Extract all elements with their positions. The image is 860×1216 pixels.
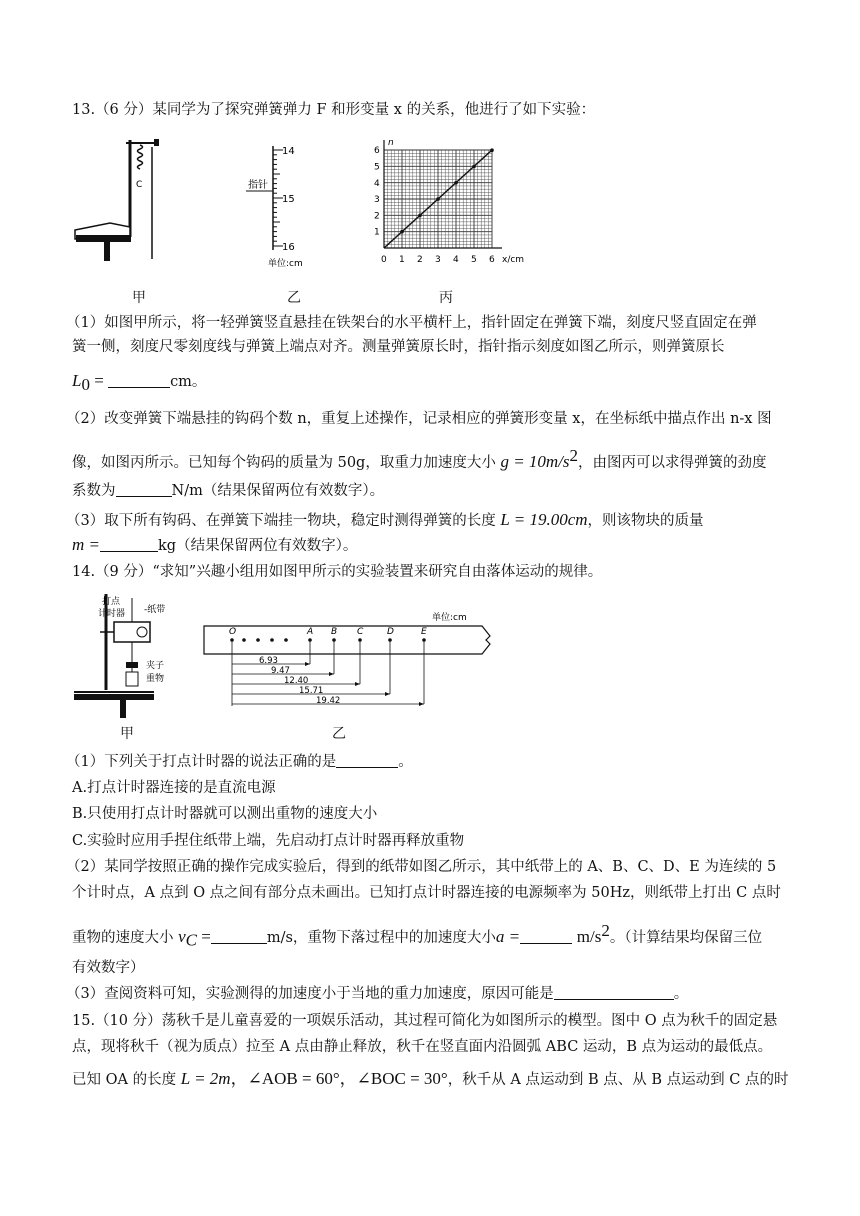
- answer-blank-L0[interactable]: [108, 373, 170, 388]
- tape-distance-label: 12.40: [284, 676, 309, 686]
- graph-ytick: 1: [374, 227, 380, 238]
- q14-label-jia: 甲: [120, 726, 134, 742]
- svg-text:C: C: [136, 180, 143, 190]
- q13-part2-line2: 像，如图丙所示。已知每个钩码的质量为 50g，取重力加速度大小 $g = 10m/s^2$，由图丙可以求得弹簧的劲度: [72, 446, 767, 471]
- label-clip: 夹子: [146, 661, 165, 671]
- answer-blank-14-1[interactable]: [336, 753, 398, 768]
- tape-distance-label: 9.47: [271, 666, 290, 676]
- tape-dot: [284, 638, 288, 642]
- tape-point-label: O: [229, 627, 237, 637]
- answer-blank-14-3[interactable]: [554, 985, 674, 1000]
- tape-unit: 单位:cm: [432, 613, 467, 623]
- graph-xlabel: x/cm: [502, 255, 525, 265]
- q14-part2-line2: 个计时点，A 点到 O 点之间有部分点未画出。已知打点计时器连接的电源频率为 50Hz，则纸带上打出 C 点时: [72, 885, 781, 901]
- graph-xtick: 5: [471, 255, 477, 265]
- q15-line1: 15.（10 分）荡秋千是儿童喜爱的一项娱乐活动，其过程可简化为如图所示的模型。图中 O 点为秋千的固定悬: [72, 1013, 778, 1029]
- q13-label-jia: 甲: [132, 290, 146, 306]
- graph-point: [418, 214, 422, 218]
- q15-line3: 已知 OA 的长度 L = 2m，∠AOB = 60°，∠BOC = 30°，秋千从 A 点运动到 B 点、从 B 点运动到 C 点的时: [72, 1069, 789, 1088]
- graph-xtick: 0: [381, 255, 387, 265]
- ruler-unit: 单位:cm: [268, 259, 303, 269]
- q14-option-a: A.打点计时器连接的是直流电源: [72, 780, 276, 796]
- q14-part1: （1）下列关于打点计时器的说法正确的是 。: [66, 754, 413, 770]
- tape-distance-label: 19.42: [316, 696, 341, 706]
- answer-blank-k[interactable]: [116, 482, 172, 497]
- graph-xtick: 6: [489, 255, 495, 265]
- ruler-tick-15: 15: [282, 194, 295, 205]
- label-tape: -纸带: [144, 605, 166, 615]
- q14-fig-yi: [200, 604, 500, 714]
- graph-xtick: 1: [399, 255, 405, 265]
- q13-part3-line1: （3）取下所有钩码、在弹簧下端挂一物块，稳定时测得弹簧的长度 L = 19.00cm，则该物块的质量: [66, 510, 704, 529]
- tape-distance-label: 6.93: [259, 656, 278, 666]
- q13-part2-line3: 系数为 N/m（结果保留两位有效数字）。: [72, 483, 385, 499]
- tape-dot: [270, 638, 274, 642]
- graph-ytick: 6: [374, 146, 380, 157]
- q15-line2: 点，现将秋千（视为质点）拉至 A 点由静止释放，秋千在竖直面内沿圆弧 ABC 运动，B 点为运动的最低点。: [72, 1039, 773, 1055]
- q14-option-c: C.实验时应用手捏住纸带上端，先启动打点计时器再释放重物: [72, 833, 465, 849]
- tape-dot: [242, 638, 246, 642]
- graph-xtick: 3: [435, 255, 441, 265]
- q14-option-b: B.只使用打点计时器就可以测出重物的速度大小: [72, 806, 378, 822]
- graph-point: [400, 230, 404, 234]
- graph-ytick: 4: [374, 178, 380, 189]
- answer-blank-m[interactable]: [100, 537, 158, 552]
- q13-fig-jia: [70, 135, 170, 265]
- q14-part3: （3）查阅资料可知，实验测得的加速度小于当地的重力加速度，原因可能是 。: [66, 986, 689, 1002]
- label-timer-1: 打点: [102, 597, 121, 607]
- q13-stem: 13.（6 分）某同学为了探究弹簧弹力 F 和形变量 x 的关系，他进行了如下实验：: [72, 102, 596, 118]
- tape-point-label: A: [307, 627, 314, 637]
- q13-part1-line1: （1）如图甲所示，将一轻弹簧竖直悬挂在铁架台的水平横杆上，指针固定在弹簧下端，刻度尺竖直固定在弹: [66, 315, 757, 331]
- q13-part3-line2: m = kg（结果保留两位有效数字）。: [72, 535, 358, 554]
- q13-part1-line2: 簧一侧，刻度尺零刻度线与弹簧上端点对齐。测量弹簧原长时，指针指示刻度如图乙所示，则弹簧原长: [72, 339, 725, 355]
- q14-part2-line3: 重物的速度大小 $v_C = m/s$，重物下落过程中的加速度大小$a = m/s^2$。（计算结果均保留三位: [72, 921, 763, 950]
- tape-point-label: B: [331, 627, 338, 637]
- graph-xtick: 2: [417, 255, 423, 265]
- graph-point: [454, 181, 458, 185]
- q14-fig-jia: [70, 590, 190, 722]
- ruler-tick-14: 14: [282, 146, 295, 157]
- graph-ylabel: n: [388, 138, 394, 148]
- label-timer-2: 计时器: [98, 609, 126, 619]
- q13-fig-yi: [240, 138, 350, 270]
- graph-ytick: 2: [374, 211, 380, 222]
- tape-distance-label: 15.71: [299, 686, 324, 696]
- q14-part2-line1: （2）某同学按照正确的操作完成实验后，得到的纸带如图乙所示，其中纸带上的 A、B、C、D、E 为连续的 5: [66, 859, 777, 875]
- graph-point: [490, 148, 494, 152]
- graph-ytick: 5: [374, 162, 380, 173]
- tape-point-label: E: [421, 627, 427, 637]
- q13-fig-bing: [368, 136, 538, 270]
- graph-point: [436, 197, 440, 201]
- tape-dot: [256, 638, 260, 642]
- tape-point-label: C: [357, 627, 364, 637]
- tape-point-label: D: [387, 627, 394, 637]
- q14-stem: 14.（9 分）“求知”兴趣小组用如图甲所示的实验装置来研究自由落体运动的规律。: [72, 564, 603, 580]
- answer-blank-vc[interactable]: [211, 929, 267, 944]
- q13-label-bing: 丙: [439, 290, 453, 306]
- q13-part1-line3: $L_0$ = cm。: [72, 371, 207, 394]
- answer-blank-a[interactable]: [520, 929, 572, 944]
- graph-ytick: 3: [374, 195, 380, 206]
- label-weight: 重物: [146, 674, 165, 684]
- ruler-tick-16: 16: [282, 242, 295, 253]
- q13-label-yi: 乙: [287, 290, 301, 306]
- q13-part2-line1: （2）改变弹簧下端悬挂的钩码个数 n，重复上述操作，记录相应的弹簧形变量 x，在坐标纸中描点作出 n-x 图: [66, 411, 772, 427]
- q14-label-yi: 乙: [332, 726, 346, 742]
- graph-point: [472, 165, 476, 169]
- q14-part2-line4: 有效数字）: [72, 960, 145, 976]
- pointer-label: 指针: [248, 180, 268, 191]
- graph-xtick: 4: [453, 255, 459, 265]
